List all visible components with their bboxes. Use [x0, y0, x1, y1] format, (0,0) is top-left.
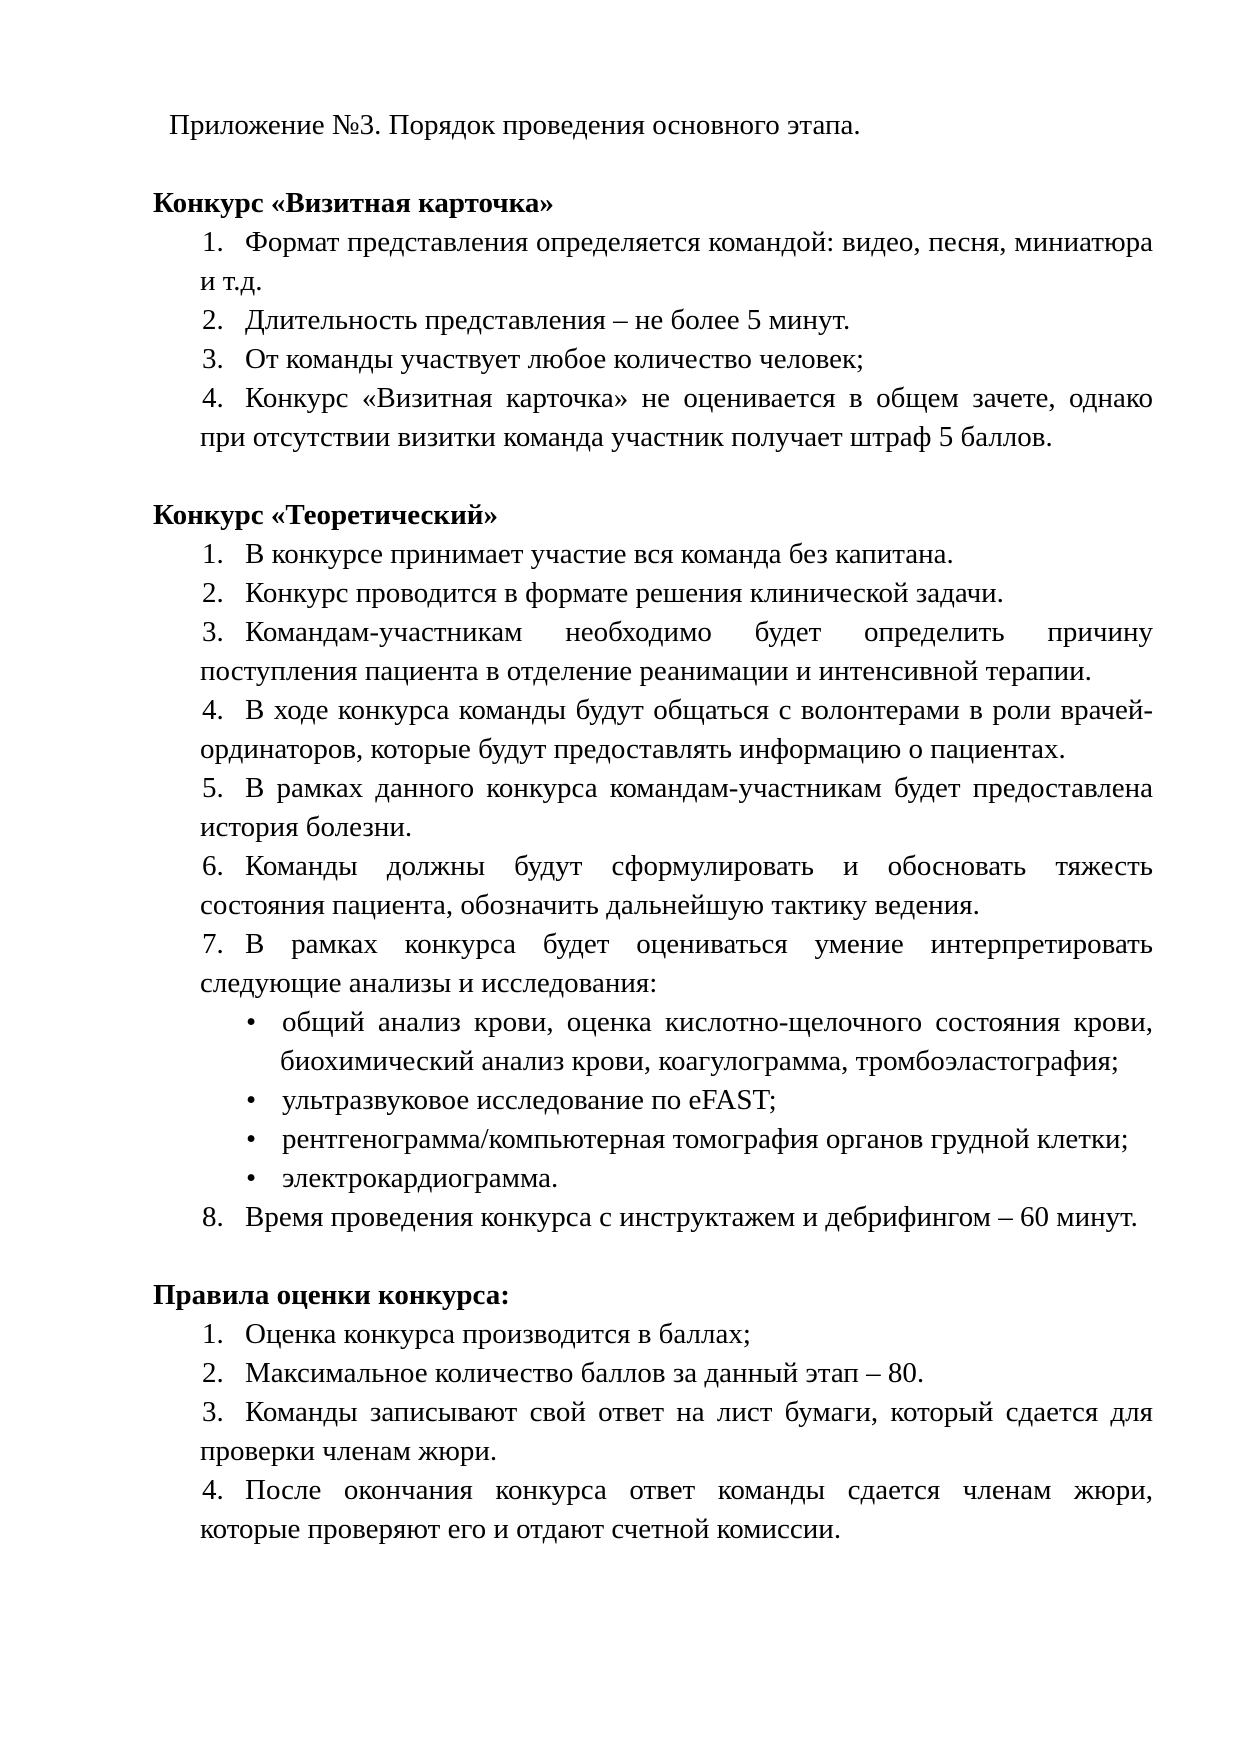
- item-number: 2.: [202, 1357, 224, 1389]
- list-item: [153, 535, 1153, 574]
- item-text: Формат представления определяется командой: видео, песня, миниатюра и т.д.: [200, 226, 1153, 297]
- bullet-icon: •: [246, 1123, 257, 1155]
- item-text: В конкурсе принимает участие вся команда без капитана.: [245, 538, 954, 570]
- item-number: 4.: [202, 382, 224, 414]
- list-item: [153, 1471, 1153, 1549]
- item-text: Оценка конкурса производится в баллах;: [245, 1318, 751, 1350]
- list-item: [153, 1198, 1153, 1237]
- list-item: [153, 769, 1153, 847]
- page-title: Приложение №3. Порядок проведения основного этапа.: [169, 109, 861, 141]
- section-pravila-otsenki: [153, 1276, 1153, 1549]
- item-text: В рамках конкурса будет оцениваться умение интерпретировать следующие анализы и исследования:: [200, 928, 1153, 999]
- item-text: Максимальное количество баллов за данный этап – 80.: [245, 1357, 925, 1389]
- item-text: Конкурс проводится в формате решения клинической задачи.: [245, 577, 1004, 609]
- list-item: [153, 847, 1153, 925]
- item-text: Командам-участникам необходимо будет определить причину поступления пациента в отделение реанимации и интенсивной терапии.: [200, 616, 1153, 687]
- item-number: 1.: [202, 1318, 224, 1350]
- bullet-item: [153, 1081, 1153, 1120]
- item-number: 1.: [202, 538, 224, 570]
- item-text: Время проведения конкурса с инструктажем и дебрифингом – 60 минут.: [245, 1201, 1138, 1233]
- item-text: От команды участвует любое количество человек;: [245, 343, 865, 375]
- section-heading: Правила оценки конкурса:: [153, 1279, 510, 1311]
- item-text: В рамках данного конкурса командам-участникам будет предоставлена история болезни.: [200, 772, 1153, 843]
- item-number: 3.: [202, 343, 224, 375]
- list-item: [153, 301, 1153, 340]
- list-item: [153, 379, 1153, 457]
- list-item: [153, 613, 1153, 691]
- item-number: 6.: [202, 850, 224, 882]
- bullet-item: [153, 1003, 1153, 1081]
- bullet-item: [153, 1159, 1153, 1198]
- item-text: В ходе конкурса команды будут общаться с волонтерами в роли врачей-ординаторов, которые будут предоставлять информацию о пациентах.: [200, 694, 1153, 765]
- bullet-item: [153, 1120, 1153, 1159]
- section-heading: Конкурс «Визитная карточка»: [153, 187, 554, 219]
- item-number: 1.: [202, 226, 224, 258]
- bullet-text: общий анализ крови, оценка кислотно-щелочного состояния крови, биохимический анализ крови, коагулограмма, тромбоэластография;: [280, 1006, 1153, 1077]
- section-vizitnaya-kartochka: [153, 184, 1153, 457]
- item-number: 3.: [202, 616, 224, 648]
- list-item: [153, 574, 1153, 613]
- bullet-text: электрокардиограмма.: [282, 1162, 559, 1194]
- item-number: 3.: [202, 1396, 224, 1428]
- item-text: Длительность представления – не более 5 минут.: [245, 304, 851, 336]
- item-text: Команды записывают свой ответ на лист бумаги, который сдается для проверки членам жюри.: [200, 1396, 1153, 1467]
- item-text: Конкурс «Визитная карточка» не оценивается в общем зачете, однако при отсутствии визитки команда участник получает штраф 5 баллов.: [200, 382, 1153, 453]
- bullet-text: ультразвуковое исследование по eFAST;: [282, 1084, 777, 1116]
- section-heading: Конкурс «Теоретический»: [153, 499, 498, 531]
- bullet-icon: •: [246, 1162, 257, 1194]
- item-number: 4.: [202, 1474, 224, 1506]
- item-text: Команды должны будут сформулировать и обосновать тяжесть состояния пациента, обозначить дальнейшую тактику ведения.: [200, 850, 1153, 921]
- list-item: [153, 1354, 1153, 1393]
- list-item: [153, 223, 1153, 301]
- bullet-text: рентгенограмма/компьютерная томография органов грудной клетки;: [282, 1123, 1129, 1155]
- item-number: 2.: [202, 577, 224, 609]
- item-text: После окончания конкурса ответ команды сдается членам жюри, которые проверяют его и отдают счетной комиссии.: [200, 1474, 1153, 1545]
- item-number: 7.: [202, 928, 224, 960]
- item-number: 5.: [202, 772, 224, 804]
- list-item: [153, 1393, 1153, 1471]
- list-item: [153, 925, 1153, 1003]
- item-number: 8.: [202, 1201, 224, 1233]
- bullet-icon: •: [246, 1006, 257, 1038]
- list-item: [153, 691, 1153, 769]
- item-number: 4.: [202, 694, 224, 726]
- list-item: [153, 340, 1153, 379]
- list-item: [153, 1315, 1153, 1354]
- bullet-icon: •: [246, 1084, 257, 1116]
- section-teoreticheskiy: [153, 496, 1153, 1237]
- item-number: 2.: [202, 304, 224, 336]
